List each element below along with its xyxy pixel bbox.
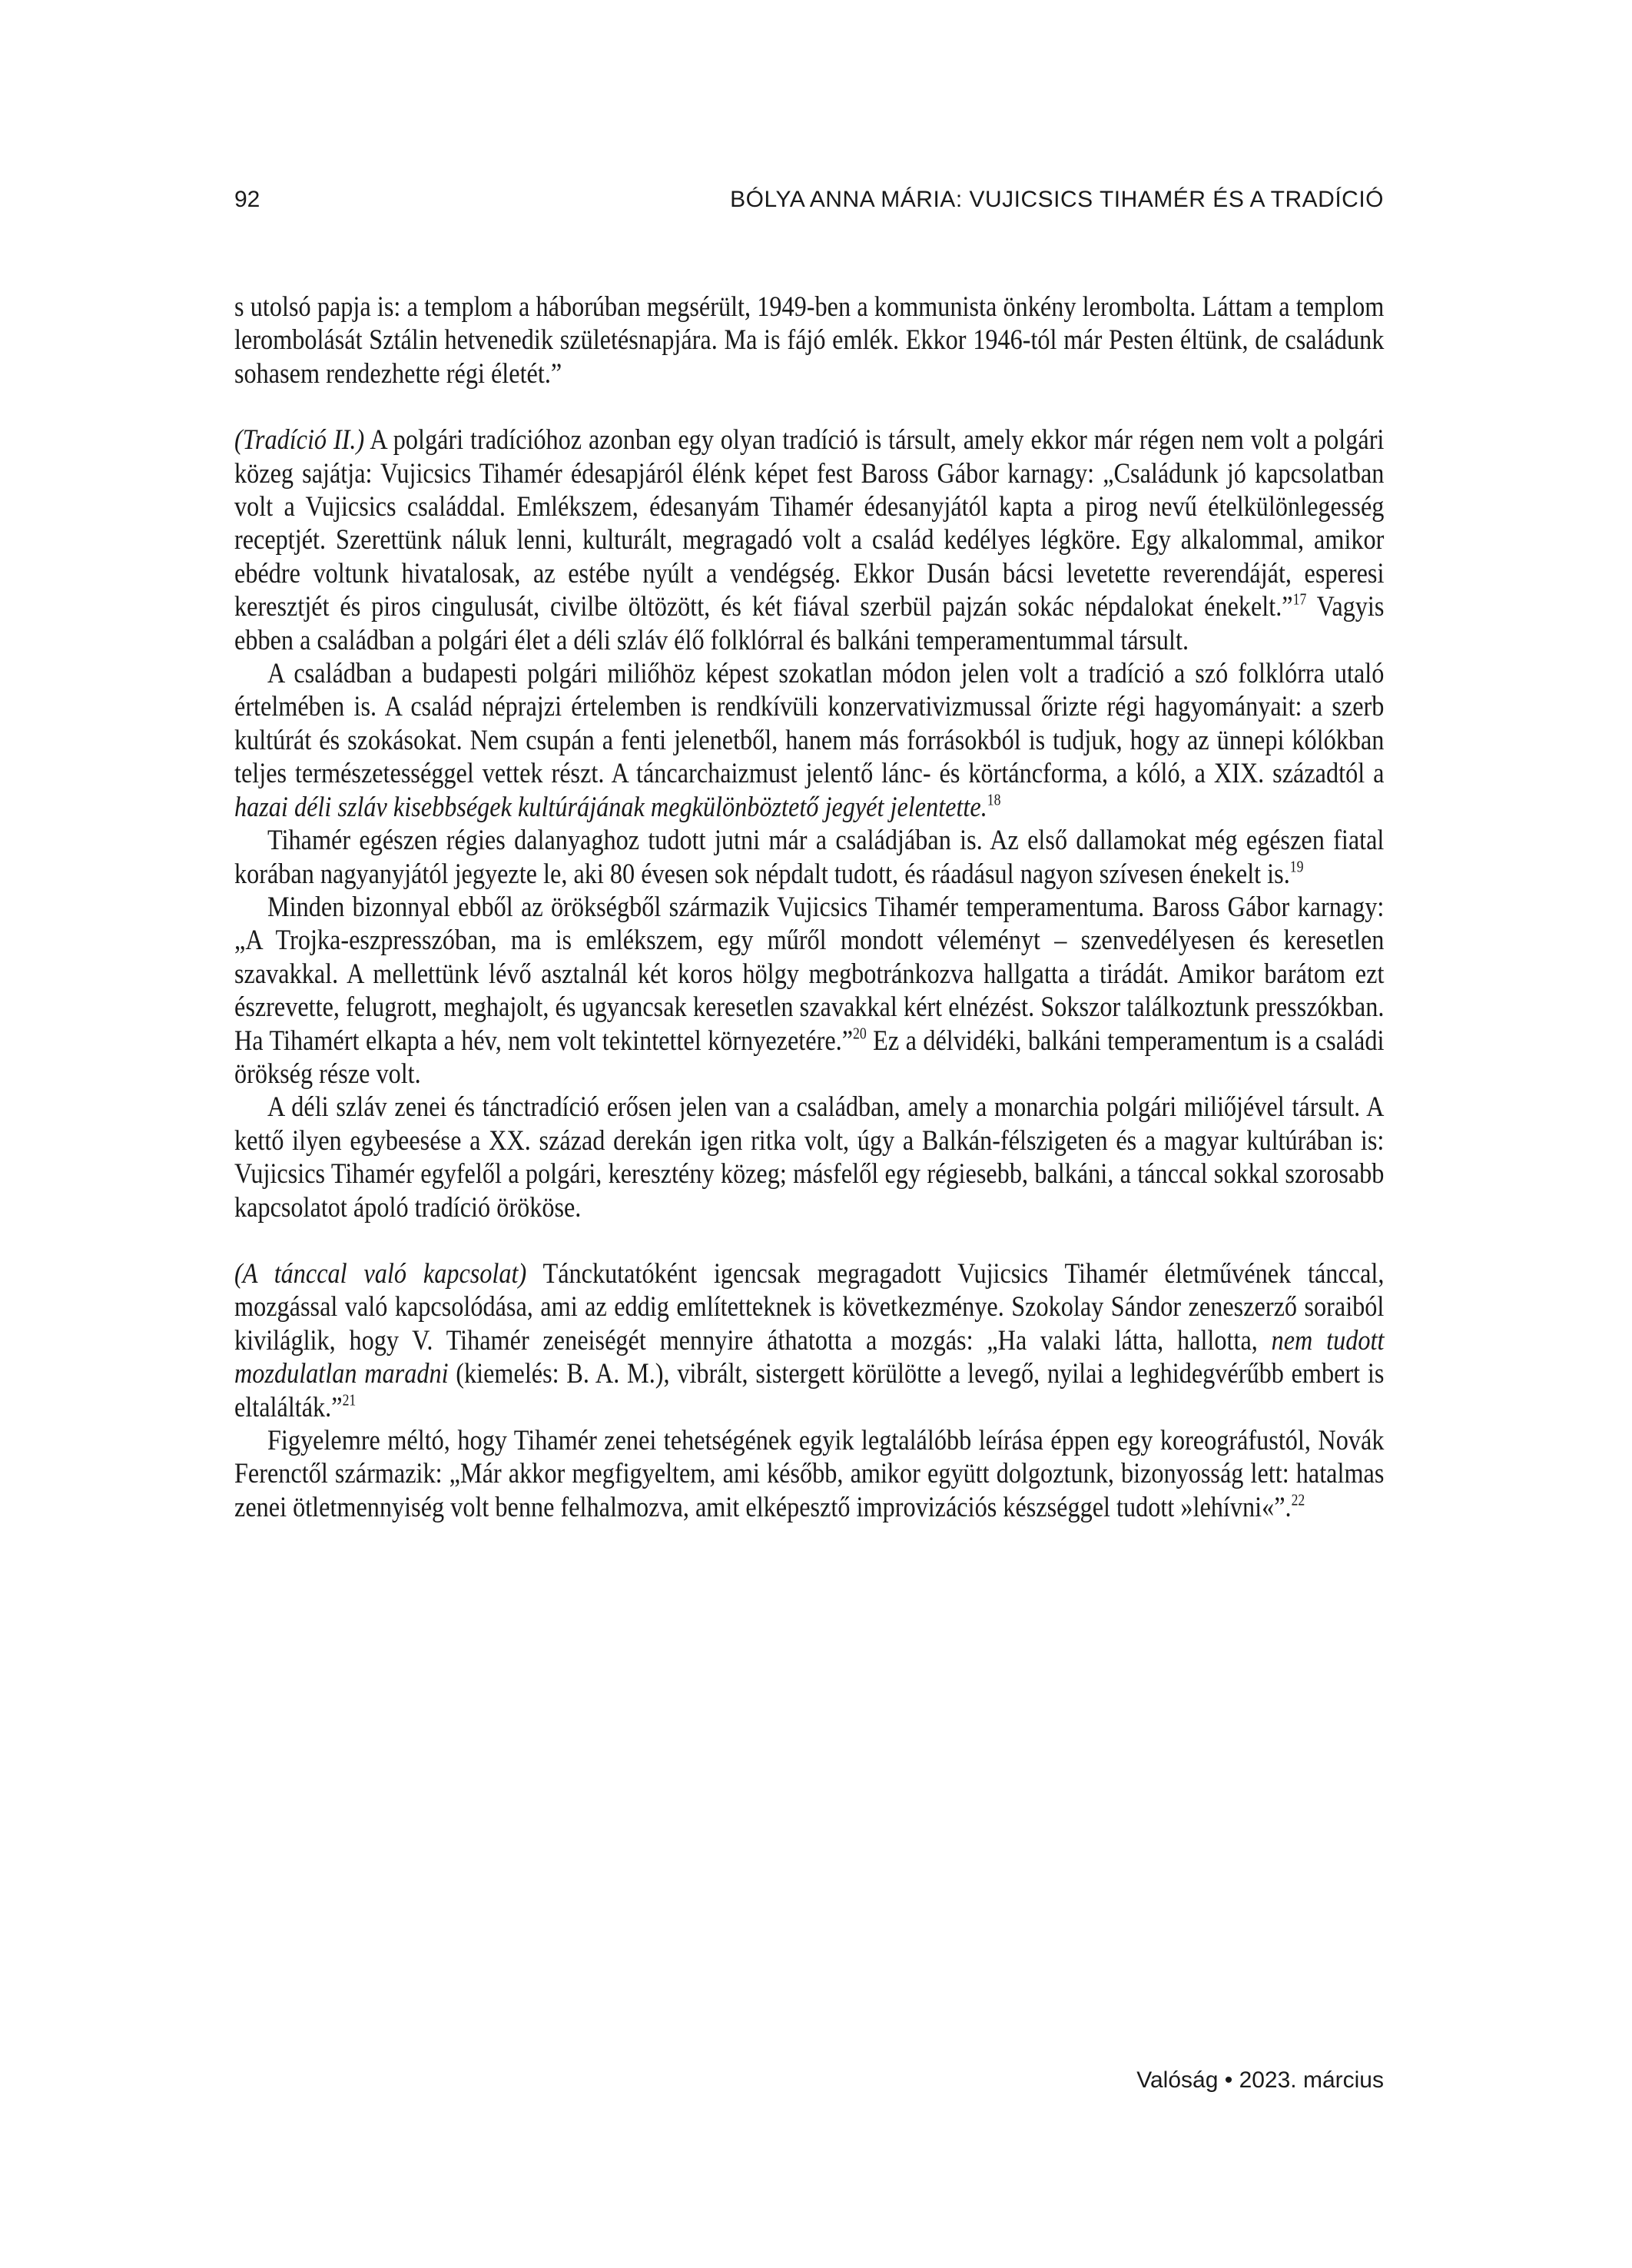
paragraph	[234, 657, 1384, 824]
running-title: BÓLYA ANNA MÁRIA: VUJICSICS TIHAMÉR ÉS A TRADÍCIÓ	[730, 187, 1384, 212]
paragraph-continuation	[234, 291, 1384, 390]
paragraph	[234, 891, 1384, 1091]
running-head	[234, 187, 1384, 213]
paragraph	[234, 824, 1384, 891]
footnote-ref[interactable]: 17	[1292, 591, 1307, 609]
paragraph-text: (kiemelés: B. A. M.), vibrált, sistergett körülötte a levegő, nyilai a leghidegvérűbb embert is eltalálták.”	[234, 1358, 1385, 1423]
page	[234, 0, 1384, 2268]
footnote-ref[interactable]: 21	[342, 1392, 357, 1410]
footnote-ref[interactable]: 19	[1289, 858, 1304, 876]
emphasis: nem tudott mozdulatlan maradni	[234, 1324, 1385, 1390]
paragraph	[234, 1091, 1384, 1224]
paragraph-text: Vagyis ebben a családban a polgári élet a déli szláv élő folklórral és balkáni temperamentummal társult.	[234, 591, 1385, 656]
paragraph-text: A családban a budapesti polgári miliőhöz képest szokatlan módon jelen volt a tradíció a szó folklórra utaló értelmében is. A család néprajzi értelemben is rendkívüli konzervativizmussal őrizte régi hagyományait: a szerb kultúrát és szokásokat. Nem csupán a fenti jelenetből, hanem más forrásokból is tudjuk, hogy az ünnepi kólókban teljes természetességgel vettek részt. A táncarchaizmust jelentő lánc- és körtáncforma, a kóló, a XIX. századtól a	[234, 658, 1385, 790]
paragraph-text: Minden bizonnyal ebből az örökségből származik Vujicsics Tihamér temperamentuma. Baross Gábor karnagy: „A Trojka-eszpresszóban, ma is emlékszem, egy műről mondott véleményt – szenvedélyesen és keresetlen szavakkal. A mellettünk lévő asztalnál két koros hölgy megbotránkozva hallgatta a tirádát. Amikor barátom ezt észrevette, felugrott, meghajolt, és ugyancsak keresetlen szavakkal kért elnézést. Sokszor találkoztunk presszókban. Ha Tihamért elkapta a hév, nem volt tekintettel környezetére.”	[234, 891, 1385, 1057]
paragraph-text: Figyelemre méltó, hogy Tihamér zenei tehetségének egyik legtalálóbb leírása éppen egy koreográfustól, Novák Ferenctől származik: „Már akkor megfigyeltem, ami később, amikor együtt dolgoztunk, bizonyosság lett: hatalmas zenei ötletmennyiség volt benne felhalmozva, amit elképesztő improvizációs készséggel tudott »lehívni«”.	[234, 1425, 1385, 1523]
paragraph-tanccal-kapcsolat	[234, 1257, 1384, 1424]
paragraph-tradicio-ii	[234, 423, 1384, 657]
paragraph-text: Tihamér egészen régies dalanyaghoz tudott jutni már a családjában is. Az első dallamokat még egészen fiatal korában nagyanyjától jegyezte le, aki 80 évesen sok népdalt tudott, és ráadásul nagyon szívesen énekelt is.	[234, 825, 1385, 890]
paragraph-text: s utolsó papja is: a templom a háborúban megsérült, 1949-ben a kommunista önkény lerombolta. Láttam a templom lerombolását Sztálin hetvenedik születésnapjára. Ma is fájó emlék. Ekkor 1946-tól már Pesten éltünk, de családunk sohasem rendezhette régi életét.”	[234, 291, 1385, 390]
section-heading: (Tradíció II.)	[234, 424, 365, 457]
emphasis: hazai déli szláv kisebbségek kultúrájának megkülönböztető jegyét jelentette.	[234, 791, 987, 823]
paragraph-text: Ez a délvidéki, balkáni temperamentum is a családi örökség része volt.	[234, 1024, 1385, 1090]
section-heading: (A tánccal való kapcsolat)	[234, 1257, 527, 1290]
footnote-ref[interactable]: 22	[1291, 1492, 1305, 1509]
article-body	[234, 291, 1384, 1524]
paragraph-text: A déli szláv zenei és tánctradíció erősen jelen van a családban, amely a monarchia polgári miliőjével társult. A kettő ilyen egybeesése a XX. század derekán igen ritka volt, úgy a Balkán-félszigeten és a magyar kultúrában is: Vujicsics Tihamér egyfelől a polgári, keresztény közeg; másfelől egy régiesebb, balkáni, a tánccal sokkal szorosabb kapcsolatot ápoló tradíció örököse.	[234, 1091, 1385, 1224]
paragraph	[234, 1424, 1384, 1524]
page-footer: Valóság • 2023. március	[1136, 2067, 1384, 2093]
footnote-ref[interactable]: 20	[853, 1025, 867, 1043]
paragraph-text: A polgári tradícióhoz azonban egy olyan tradíció is társult, amely ekkor már régen nem volt a polgári közeg sajátja: Vujicsics Tihamér édesapjáról élénk képet fest Baross Gábor karnagy: „Családunk jó kapcsolatban volt a Vujicsics családdal. Emlékszem, édesanyám Tihamér édesanyjától kapta a pirog nevű ételkülönlegesség receptjét. Szerettünk náluk lenni, kulturált, megragadó volt a család kedélyes légköre. Egy alkalommal, amikor ebédre voltunk hivatalosak, az estébe nyúlt a vendégség. Ekkor Dusán bácsi levetette reverendáját, esperesi keresztjét és piros cingulusát, civilbe öltözött, és két fiával szerbül pajzán sokác népdalokat énekelt.”	[234, 424, 1385, 623]
paragraph-text: Tánckutatóként igencsak megragadott Vujicsics Tihamér életművének tánccal, mozgással való kapcsolódása, ami az eddig említetteknek is következménye. Szokolay Sándor zeneszerző soraiból kiviláglik, hogy V. Tihamér zeneiségét mennyire áthatotta a mozgás: „Ha valaki látta, hallotta,	[234, 1257, 1385, 1356]
page-number: 92	[234, 187, 260, 212]
footnote-ref[interactable]: 18	[987, 792, 1001, 809]
